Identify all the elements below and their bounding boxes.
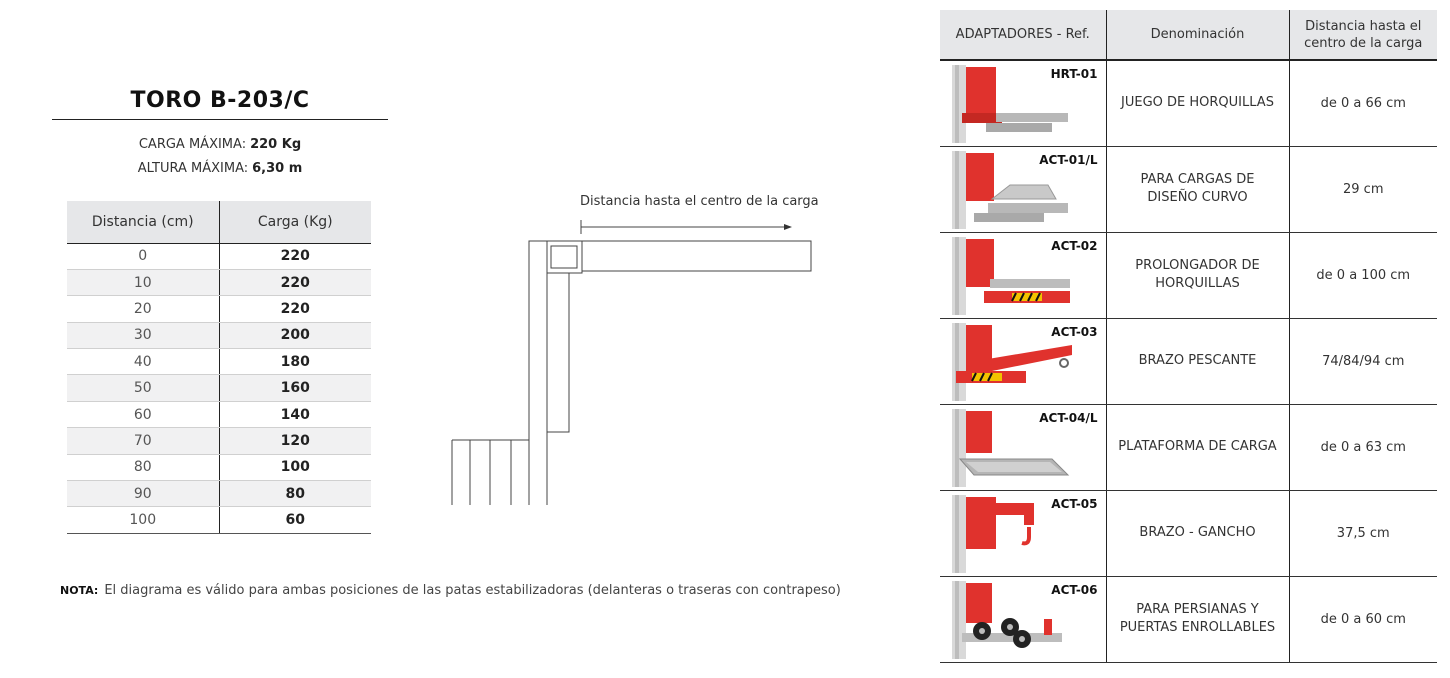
max-load-spec <box>52 137 388 152</box>
adapter-name <box>1106 404 1289 490</box>
distance-header <box>1289 10 1437 60</box>
max-load-label: CARGA MÁXIMA: <box>138 137 247 152</box>
adapter-name-line1: PARA PERSIANAS Y <box>1136 602 1259 617</box>
adapter-name <box>1106 60 1289 146</box>
load-cell: 140 <box>219 401 371 427</box>
distance-header-line2: centro de la carga <box>1304 35 1423 51</box>
adapter-name-line1: JUEGO DE HORQUILLAS <box>1121 95 1274 111</box>
adapter-distance: de 0 a 63 cm <box>1289 404 1437 490</box>
load-arm <box>582 241 811 271</box>
adapter-name-line1: PROLONGADOR DE <box>1135 258 1260 273</box>
model-title: TORO B-203/C <box>130 88 310 113</box>
table-row <box>940 576 1437 662</box>
adapter-name-line1: PARA CARGAS DE <box>1140 172 1255 187</box>
distance-cell: 100 <box>67 507 219 533</box>
adapter-image-cell <box>940 232 1106 318</box>
table-row <box>67 481 371 507</box>
table-row <box>67 401 371 427</box>
adapter-ref: ACT-02 <box>1051 238 1098 253</box>
adapter-ref: ACT-01/L <box>1039 152 1098 167</box>
max-height-label: ALTURA MÁXIMA: <box>137 161 249 176</box>
adapter-ref-header: ADAPTADORES - Ref. <box>940 10 1106 60</box>
max-height-spec <box>52 161 388 176</box>
distance-cell: 10 <box>67 269 219 295</box>
table-row <box>940 404 1437 490</box>
adapter-name-line1: BRAZO PESCANTE <box>1138 353 1257 368</box>
load-cell: 200 <box>219 322 371 348</box>
distance-header-line1: Distancia hasta el <box>1305 18 1422 34</box>
table-row <box>67 375 371 401</box>
load-cell: 100 <box>219 454 371 480</box>
table-row <box>67 349 371 375</box>
load-cell: 80 <box>219 481 371 507</box>
table-row <box>67 454 371 480</box>
adapter-ref: ACT-03 <box>1051 324 1098 339</box>
adapter-name-line2: PUERTAS ENROLLABLES <box>1119 620 1276 635</box>
adapter-image-cell <box>940 60 1106 146</box>
adapter-distance: de 0 a 66 cm <box>1289 60 1437 146</box>
adapter-distance: de 0 a 60 cm <box>1289 576 1437 662</box>
table-row <box>940 146 1437 232</box>
load-cell: 120 <box>219 428 371 454</box>
table-row <box>940 232 1437 318</box>
table-row <box>67 243 371 269</box>
distance-cell: 40 <box>67 349 219 375</box>
lift-diagram <box>440 180 820 510</box>
load-cell: 160 <box>219 375 371 401</box>
load-cell: 220 <box>219 296 371 322</box>
adapters-header-row <box>940 10 1437 60</box>
distance-cell: 90 <box>67 481 219 507</box>
note-text: El diagrama es válido para ambas posiciones de las patas estabilizadoras (delanteras o traseras con contrapeso) <box>104 583 841 598</box>
load-column-header: Carga (Kg) <box>219 201 371 243</box>
table-row <box>67 296 371 322</box>
table-row <box>67 322 371 348</box>
distance-cell: 0 <box>67 243 219 269</box>
carriage-inner <box>551 246 577 268</box>
diagram-distance-label: Distancia hasta el centro de la carga <box>580 194 819 209</box>
adapter-image-cell <box>940 318 1106 404</box>
distance-cell: 60 <box>67 401 219 427</box>
distance-cell: 20 <box>67 296 219 322</box>
max-height-value: 6,30 m <box>252 161 303 176</box>
table-row <box>940 318 1437 404</box>
load-cell: 220 <box>219 269 371 295</box>
note-label: NOTA: <box>60 584 99 597</box>
adapter-image-cell <box>940 490 1106 576</box>
adapter-name <box>1106 318 1289 404</box>
table-row <box>67 428 371 454</box>
adapter-name-line1: PLATAFORMA DE CARGA <box>1118 439 1277 454</box>
adapters-table <box>940 10 1437 663</box>
adapter-name-line1: BRAZO - GANCHO <box>1139 525 1256 540</box>
adapter-image-cell <box>940 576 1106 662</box>
footnote <box>60 583 841 598</box>
mast-outer <box>529 241 547 505</box>
distance-cell: 80 <box>67 454 219 480</box>
load-cell: 220 <box>219 243 371 269</box>
table-row <box>940 490 1437 576</box>
inner-mast <box>547 273 569 432</box>
adapter-ref: ACT-04/L <box>1039 410 1098 425</box>
adapter-image-cell <box>940 146 1106 232</box>
adapter-name <box>1106 490 1289 576</box>
adapter-name-line2: DISEÑO CURVO <box>1147 190 1248 205</box>
adapter-name <box>1106 576 1289 662</box>
table-row <box>67 269 371 295</box>
table-row <box>940 60 1437 146</box>
distance-cell: 50 <box>67 375 219 401</box>
adapter-distance: de 0 a 100 cm <box>1289 232 1437 318</box>
adapter-ref: HRT-01 <box>1050 67 1098 81</box>
load-table-header-row <box>67 201 371 243</box>
denomination-header: Denominación <box>1106 10 1289 60</box>
load-cell: 180 <box>219 349 371 375</box>
load-cell: 60 <box>219 507 371 533</box>
lift-diagram-lines <box>452 220 811 505</box>
distance-cell: 70 <box>67 428 219 454</box>
table-row <box>67 507 371 533</box>
distance-column-header: Distancia (cm) <box>67 201 219 243</box>
adapter-name-line2: HORQUILLAS <box>1155 276 1240 291</box>
adapter-distance: 29 cm <box>1289 146 1437 232</box>
adapter-distance: 37,5 cm <box>1289 490 1437 576</box>
title-divider <box>52 119 388 120</box>
adapter-name <box>1106 232 1289 318</box>
distance-cell: 30 <box>67 322 219 348</box>
adapter-distance: 74/84/94 cm <box>1289 318 1437 404</box>
adapter-ref: ACT-06 <box>1051 582 1098 597</box>
adapter-name <box>1106 146 1289 232</box>
max-load-value: 220 Kg <box>250 137 302 152</box>
adapter-ref: ACT-05 <box>1051 496 1098 511</box>
load-capacity-table <box>67 201 371 534</box>
adapter-image-cell <box>940 404 1106 490</box>
distance-arrow-head <box>784 224 792 230</box>
